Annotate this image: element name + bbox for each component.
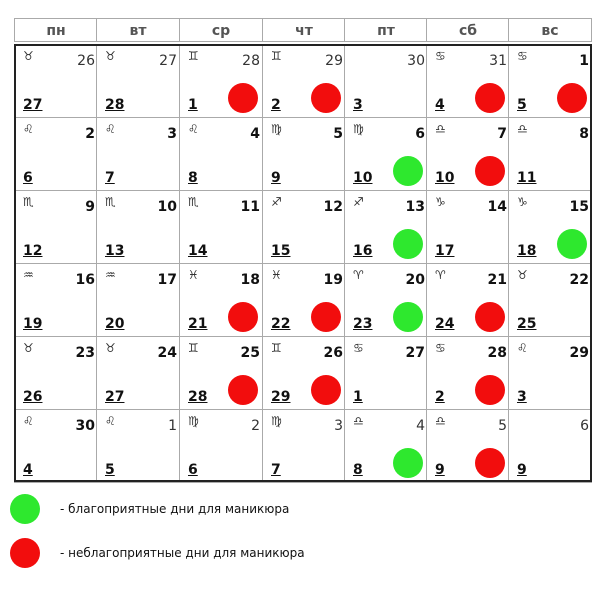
zodiac-sign-icon: ♉ (517, 268, 528, 282)
zodiac-sign-icon: ♋ (435, 49, 446, 63)
lunar-day-number: 30 (75, 418, 95, 434)
weekday-header-cell: сб (426, 18, 510, 42)
day-cell[interactable] (344, 336, 428, 410)
day-cell[interactable] (179, 409, 263, 483)
zodiac-sign-icon: ♏ (23, 195, 34, 209)
lunar-day-number: 31 (489, 53, 507, 69)
lunar-day-number: 19 (323, 272, 343, 288)
day-cell[interactable] (179, 190, 263, 264)
day-cell[interactable] (179, 263, 263, 337)
lunar-day-number: 28 (242, 53, 260, 69)
zodiac-sign-icon: ♏ (188, 195, 199, 209)
lunar-day-number: 2 (251, 418, 260, 434)
solar-date-number: 13 (105, 243, 125, 259)
zodiac-sign-icon: ♎ (435, 122, 446, 136)
unfavorable-day-dot (311, 302, 341, 332)
legend-bad-text: - неблагоприятные дни для маникюра (60, 546, 305, 560)
solar-date-number: 7 (271, 462, 281, 478)
zodiac-sign-icon: ♉ (23, 49, 34, 63)
lunar-day-number: 13 (405, 199, 425, 215)
zodiac-sign-icon: ♋ (435, 341, 446, 355)
solar-date-number: 25 (517, 316, 537, 332)
lunar-day-number: 6 (580, 418, 589, 434)
day-cell[interactable] (508, 44, 592, 118)
legend-good (10, 494, 510, 526)
lunar-day-number: 26 (323, 345, 343, 361)
lunar-day-number: 29 (325, 53, 343, 69)
solar-date-number: 3 (353, 97, 363, 113)
weekday-header-cell: пт (344, 18, 428, 42)
zodiac-sign-icon: ♎ (353, 414, 364, 428)
zodiac-sign-icon: ♊ (188, 341, 199, 355)
weekday-header-cell: вс (508, 18, 592, 42)
solar-date-number: 15 (271, 243, 291, 259)
day-cell[interactable] (426, 409, 510, 483)
solar-date-number: 28 (105, 97, 125, 113)
day-cell[interactable] (344, 44, 428, 118)
unfavorable-day-dot (228, 375, 258, 405)
lunar-day-number: 21 (487, 272, 507, 288)
day-cell[interactable] (508, 190, 592, 264)
solar-date-number: 9 (271, 170, 281, 186)
zodiac-sign-icon: ♍ (271, 414, 282, 428)
lunar-day-number: 17 (157, 272, 177, 288)
lunar-day-number: 8 (579, 126, 589, 142)
lunar-day-number: 15 (569, 199, 589, 215)
legend-good-text: - благоприятные дни для маникюра (60, 502, 290, 516)
zodiac-sign-icon: ♌ (188, 122, 199, 136)
lunar-day-number: 28 (487, 345, 507, 361)
solar-date-number: 18 (517, 243, 537, 259)
day-cell[interactable] (96, 44, 180, 118)
solar-date-number: 5 (105, 462, 115, 478)
lunar-day-number: 27 (405, 345, 425, 361)
lunar-day-number: 1 (168, 418, 177, 434)
solar-date-number: 29 (271, 389, 291, 405)
good-day-dot (10, 494, 40, 524)
zodiac-sign-icon: ♐ (271, 195, 282, 209)
lunar-day-number: 9 (85, 199, 95, 215)
lunar-day-number: 2 (85, 126, 95, 142)
day-cell[interactable] (14, 409, 98, 483)
weekday-header-cell: пн (14, 18, 98, 42)
lunar-day-number: 5 (333, 126, 343, 142)
day-cell[interactable] (262, 44, 346, 118)
solar-date-number: 2 (271, 97, 281, 113)
zodiac-sign-icon: ♍ (353, 122, 364, 136)
solar-date-number: 27 (23, 97, 43, 113)
favorable-day-dot (393, 156, 423, 186)
favorable-day-dot (393, 229, 423, 259)
solar-date-number: 28 (188, 389, 208, 405)
lunar-day-number: 10 (157, 199, 177, 215)
day-cell[interactable] (508, 263, 592, 337)
solar-date-number: 5 (517, 97, 527, 113)
zodiac-sign-icon: ♓ (271, 268, 282, 282)
bad-day-dot (10, 538, 40, 568)
lunar-day-number: 1 (579, 53, 589, 69)
day-cell[interactable] (96, 263, 180, 337)
unfavorable-day-dot (475, 156, 505, 186)
unfavorable-day-dot (475, 448, 505, 478)
zodiac-sign-icon: ♊ (271, 49, 282, 63)
zodiac-sign-icon: ♉ (105, 341, 116, 355)
zodiac-sign-icon: ♌ (23, 414, 34, 428)
lunar-day-number: 4 (416, 418, 425, 434)
lunar-day-number: 16 (75, 272, 95, 288)
solar-date-number: 20 (105, 316, 125, 332)
zodiac-sign-icon: ♈ (435, 268, 446, 282)
zodiac-sign-icon: ♍ (271, 122, 282, 136)
solar-date-number: 9 (435, 462, 445, 478)
solar-date-number: 9 (517, 462, 527, 478)
lunar-day-number: 25 (240, 345, 260, 361)
unfavorable-day-dot (557, 83, 587, 113)
unfavorable-day-dot (228, 302, 258, 332)
lunar-day-number: 3 (167, 126, 177, 142)
unfavorable-day-dot (311, 83, 341, 113)
zodiac-sign-icon: ♏ (105, 195, 116, 209)
solar-date-number: 17 (435, 243, 455, 259)
day-cell[interactable] (426, 190, 510, 264)
day-cell[interactable] (262, 117, 346, 191)
lunar-day-number: 27 (159, 53, 177, 69)
moon-calendar (14, 18, 592, 482)
day-cell[interactable] (426, 336, 510, 410)
unfavorable-day-dot (475, 375, 505, 405)
day-cell[interactable] (179, 44, 263, 118)
solar-date-number: 8 (188, 170, 198, 186)
day-cell[interactable] (262, 336, 346, 410)
weekday-header-cell: чт (262, 18, 346, 42)
lunar-day-number: 23 (75, 345, 95, 361)
lunar-day-number: 26 (77, 53, 95, 69)
zodiac-sign-icon: ♒ (23, 268, 34, 282)
day-cell[interactable] (344, 409, 428, 483)
lunar-day-number: 12 (323, 199, 343, 215)
solar-date-number: 19 (23, 316, 43, 332)
zodiac-sign-icon: ♓ (188, 268, 199, 282)
day-cell[interactable] (14, 336, 98, 410)
lunar-day-number: 30 (407, 53, 425, 69)
day-cell[interactable] (96, 336, 180, 410)
solar-date-number: 10 (435, 170, 455, 186)
day-cell[interactable] (179, 117, 263, 191)
day-cell[interactable] (426, 44, 510, 118)
zodiac-sign-icon: ♑ (517, 195, 528, 209)
lunar-day-number: 22 (569, 272, 589, 288)
favorable-day-dot (393, 448, 423, 478)
solar-date-number: 1 (353, 389, 363, 405)
solar-date-number: 14 (188, 243, 208, 259)
day-cell[interactable] (262, 263, 346, 337)
zodiac-sign-icon: ♌ (105, 414, 116, 428)
solar-date-number: 10 (353, 170, 373, 186)
day-cell[interactable] (426, 117, 510, 191)
zodiac-sign-icon: ♍ (188, 414, 199, 428)
day-cell[interactable] (14, 263, 98, 337)
zodiac-sign-icon: ♈ (353, 268, 364, 282)
zodiac-sign-icon: ♊ (271, 341, 282, 355)
day-cell[interactable] (262, 409, 346, 483)
weekday-header-cell: ср (179, 18, 263, 42)
day-cell[interactable] (96, 117, 180, 191)
day-cell[interactable] (14, 117, 98, 191)
lunar-day-number: 18 (240, 272, 260, 288)
unfavorable-day-dot (475, 302, 505, 332)
zodiac-sign-icon: ♎ (435, 414, 446, 428)
day-cell[interactable] (179, 336, 263, 410)
lunar-day-number: 3 (334, 418, 343, 434)
zodiac-sign-icon: ♋ (517, 49, 528, 63)
day-cell[interactable] (508, 409, 592, 483)
zodiac-sign-icon: ♉ (105, 49, 116, 63)
solar-date-number: 26 (23, 389, 43, 405)
unfavorable-day-dot (475, 83, 505, 113)
weekday-header (14, 18, 592, 44)
solar-date-number: 6 (23, 170, 33, 186)
solar-date-number: 7 (105, 170, 115, 186)
solar-date-number: 16 (353, 243, 373, 259)
solar-date-number: 27 (105, 389, 125, 405)
lunar-day-number: 5 (498, 418, 507, 434)
zodiac-sign-icon: ♌ (105, 122, 116, 136)
zodiac-sign-icon: ♊ (188, 49, 199, 63)
solar-date-number: 24 (435, 316, 455, 332)
unfavorable-day-dot (311, 375, 341, 405)
solar-date-number: 12 (23, 243, 43, 259)
day-cell[interactable] (96, 190, 180, 264)
solar-date-number: 1 (188, 97, 198, 113)
solar-date-number: 23 (353, 316, 373, 332)
solar-date-number: 11 (517, 170, 537, 186)
lunar-day-number: 4 (250, 126, 260, 142)
favorable-day-dot (557, 229, 587, 259)
lunar-day-number: 29 (569, 345, 589, 361)
zodiac-sign-icon: ♌ (517, 341, 528, 355)
solar-date-number: 21 (188, 316, 208, 332)
lunar-day-number: 11 (240, 199, 260, 215)
zodiac-sign-icon: ♒ (105, 268, 116, 282)
solar-date-number: 2 (435, 389, 445, 405)
unfavorable-day-dot (228, 83, 258, 113)
solar-date-number: 8 (353, 462, 363, 478)
day-cell[interactable] (14, 190, 98, 264)
zodiac-sign-icon: ♐ (353, 195, 364, 209)
lunar-day-number: 7 (497, 126, 507, 142)
lunar-day-number: 14 (487, 199, 507, 215)
zodiac-sign-icon: ♌ (23, 122, 34, 136)
legend-bad (10, 538, 510, 570)
solar-date-number: 22 (271, 316, 291, 332)
favorable-day-dot (393, 302, 423, 332)
day-cell[interactable] (508, 336, 592, 410)
zodiac-sign-icon: ♎ (517, 122, 528, 136)
zodiac-sign-icon: ♋ (353, 341, 364, 355)
solar-date-number: 4 (23, 462, 33, 478)
lunar-day-number: 24 (157, 345, 177, 361)
day-cell[interactable] (426, 263, 510, 337)
day-cell[interactable] (344, 117, 428, 191)
lunar-day-number: 6 (415, 126, 425, 142)
day-cell[interactable] (508, 117, 592, 191)
day-cell[interactable] (14, 44, 98, 118)
solar-date-number: 4 (435, 97, 445, 113)
weekday-header-cell: вт (96, 18, 180, 42)
day-cell[interactable] (344, 263, 428, 337)
day-cell[interactable] (96, 409, 180, 483)
day-cell[interactable] (344, 190, 428, 264)
solar-date-number: 6 (188, 462, 198, 478)
solar-date-number: 3 (517, 389, 527, 405)
day-cell[interactable] (262, 190, 346, 264)
zodiac-sign-icon: ♉ (23, 341, 34, 355)
lunar-day-number: 20 (405, 272, 425, 288)
zodiac-sign-icon: ♑ (435, 195, 446, 209)
